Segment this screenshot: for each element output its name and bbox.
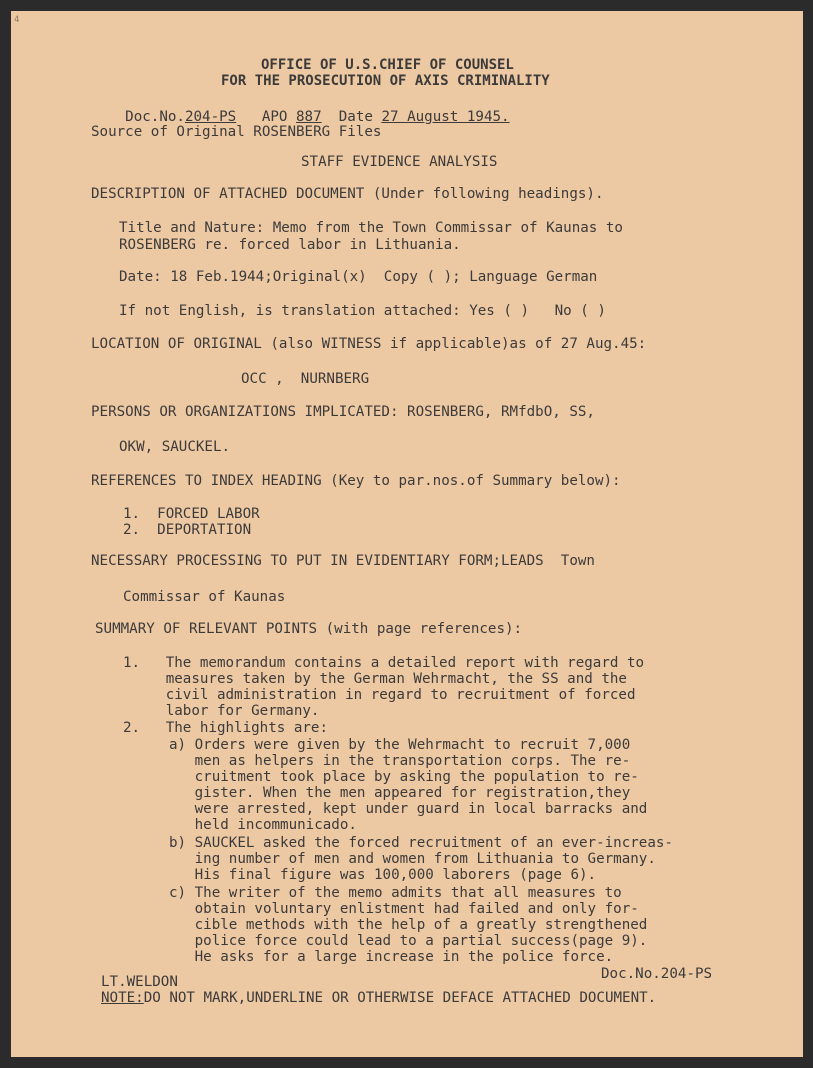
summary-p1-line-2: measures taken by the German Wehrmacht, the SS and the [123, 671, 627, 687]
summary-b-line-1: b) SAUCKEL asked the forced recruitment of an ever-increas- [169, 835, 673, 851]
references-heading: REFERENCES TO INDEX HEADING (Key to par.nos.of Summary below): [91, 473, 621, 489]
summary-c-line-2: obtain voluntary enlistment had failed and only for- [169, 901, 639, 917]
apo-number: 887 [296, 109, 322, 125]
summary-p2-intro: 2. The highlights are: [123, 720, 328, 736]
summary-b-line-2: ing number of men and women from Lithuania to Germany. [169, 851, 656, 867]
title-nature-line-1: Title and Nature: Memo from the Town Commissar of Kaunas to [119, 220, 623, 236]
reference-item-1: 1. FORCED LABOR [123, 506, 260, 522]
date-original-line: Date: 18 Feb.1944;Original(x) Copy ( ); Language German [119, 269, 598, 285]
summary-c-line-3: cible methods with the help of a greatly strengthened [169, 917, 648, 933]
summary-c-line-5: He asks for a large increase in the police force. [169, 949, 614, 965]
document-page [11, 11, 803, 1057]
persons-line-1: PERSONS OR ORGANIZATIONS IMPLICATED: ROSENBERG, RMfdbO, SS, [91, 404, 595, 420]
footer-doc-ref: Doc.No.204-PS [601, 966, 713, 982]
persons-line-2: OKW, SAUCKEL. [119, 439, 231, 455]
summary-a-line-5: were arrested, kept under guard in local barracks and [169, 801, 648, 817]
note-label: NOTE: [101, 990, 144, 1006]
date-label: Date [338, 109, 373, 125]
apo-label: APO [261, 109, 288, 125]
summary-c-line-4: police force could lead to a partial success(page 9). [169, 933, 648, 949]
title-nature-line-2: ROSENBERG re. forced labor in Lithuania. [119, 237, 461, 253]
processing-line-2: Commissar of Kaunas [123, 589, 286, 605]
staff-evidence-title: STAFF EVIDENCE ANALYSIS [301, 154, 498, 170]
note-text: DO NOT MARK,UNDERLINE OR OTHERWISE DEFACE ATTACHED DOCUMENT. [143, 990, 657, 1006]
summary-a-line-4: gister. When the men appeared for registration,they [169, 785, 631, 801]
office-line-2: FOR THE PROSECUTION OF AXIS CRIMINALITY [221, 73, 550, 89]
doc-number: 204-PS [184, 109, 237, 125]
analyst-name: LT.WELDON [101, 974, 178, 990]
processing-line-1: NECESSARY PROCESSING TO PUT IN EVIDENTIARY FORM;LEADS Town [91, 553, 595, 569]
summary-b-line-3: His final figure was 100,000 laborers (page 6). [169, 867, 597, 883]
doc-number-label: Doc.No. [125, 109, 185, 125]
corner-mark: 4 [14, 15, 20, 25]
summary-p1-line-1: 1. The memorandum contains a detailed report with regard to [123, 655, 645, 671]
summary-c-line-1: c) The writer of the memo admits that all measures to [169, 885, 622, 901]
location-line: LOCATION OF ORIGINAL (also WITNESS if applicable)as of 27 Aug.45: [91, 336, 647, 352]
summary-a-line-2: men as helpers in the transportation corps. The re- [169, 753, 631, 769]
office-line-1: OFFICE OF U.S.CHIEF OF COUNSEL [261, 57, 514, 73]
footer-note [101, 990, 656, 1006]
summary-a-line-1: a) Orders were given by the Wehrmacht to recruit 7,000 [169, 737, 631, 753]
source-line: Source of Original ROSENBERG Files [91, 124, 382, 140]
location-value: OCC , NURNBERG [241, 371, 370, 387]
reference-item-2: 2. DEPORTATION [123, 522, 252, 538]
summary-a-line-3: cruitment took place by asking the population to re- [169, 769, 639, 785]
description-heading: DESCRIPTION OF ATTACHED DOCUMENT (Under following headings). [91, 186, 604, 202]
translation-line: If not English, is translation attached: Yes ( ) No ( ) [119, 303, 606, 319]
summary-p1-line-4: labor for Germany. [123, 703, 320, 719]
summary-heading: SUMMARY OF RELEVANT POINTS (with page references): [95, 621, 523, 637]
date-value: 27 August 1945. [381, 109, 510, 125]
summary-p1-line-3: civil administration in regard to recruitment of forced [123, 687, 636, 703]
summary-a-line-6: held incommunicado. [169, 817, 357, 833]
